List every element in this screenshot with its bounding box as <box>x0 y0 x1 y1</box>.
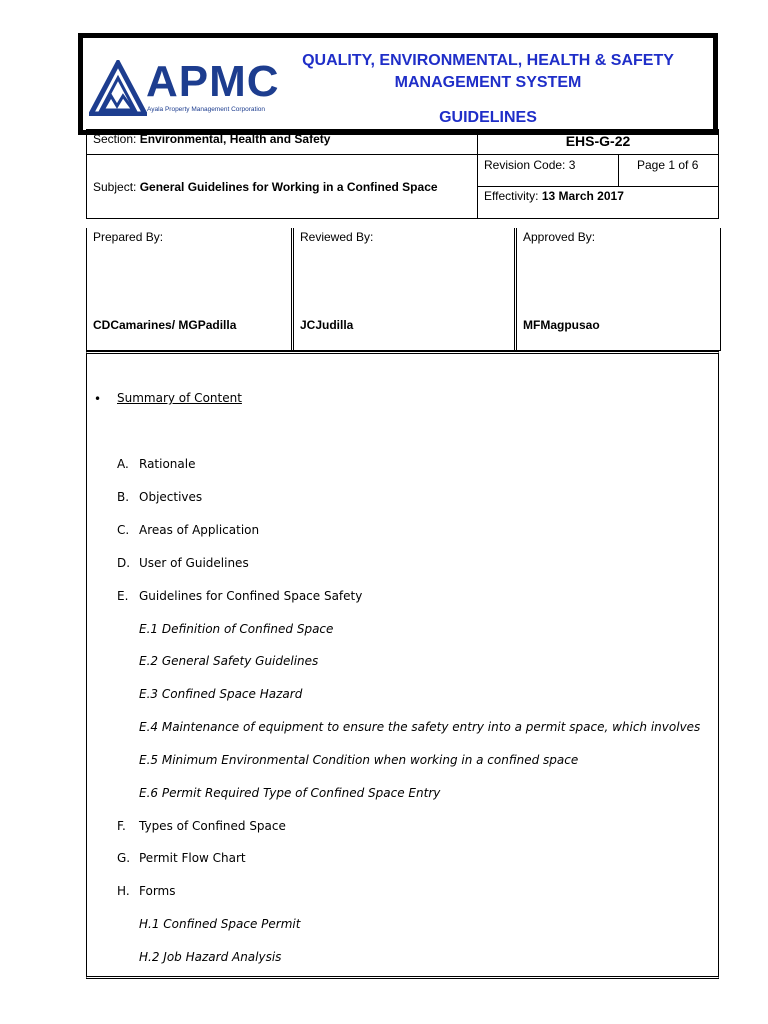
subject-label: Subject: <box>93 179 137 194</box>
list-text: Permit Flow Chart <box>139 851 246 865</box>
header-title-line1: QUALITY, ENVIRONMENTAL, HEALTH & SAFETY <box>302 52 674 69</box>
list-letter: E. <box>117 589 129 603</box>
reviewed-by-cell <box>294 228 514 350</box>
approved-by-name: MFMagpusao <box>523 318 600 332</box>
signatories-block <box>86 228 721 351</box>
document-meta-table <box>86 129 719 219</box>
sub-item-e4: E.4 Maintenance of equipment to ensure the safety entry into a permit space, which involves <box>139 720 701 734</box>
effectivity-label: Effectivity: <box>484 189 539 203</box>
document-header <box>78 33 718 135</box>
list-text: User of Guidelines <box>139 556 249 570</box>
section-label: Section: <box>93 132 137 146</box>
reviewed-by-label: Reviewed By: <box>300 230 374 244</box>
revision-code: Revision Code: 3 <box>484 158 576 172</box>
prepared-by-cell <box>87 228 294 350</box>
list-letter: F. <box>117 819 126 833</box>
sub-item-h2: H.2 Job Hazard Analysis <box>139 950 282 964</box>
bullet-icon: • <box>94 392 102 406</box>
revision-cell <box>478 155 619 187</box>
page-cell <box>619 155 719 187</box>
reviewed-by-name: JCJudilla <box>300 318 354 332</box>
list-letter: C. <box>117 523 130 537</box>
sub-item-e2: E.2 General Safety Guidelines <box>139 654 319 668</box>
header-title-line3: GUIDELINES <box>439 109 537 126</box>
approved-by-label: Approved By: <box>523 230 596 244</box>
sub-item-e5: E.5 Minimum Environmental Condition when working in a confined space <box>139 753 579 767</box>
section-cell <box>87 130 478 155</box>
subject-value: General Guidelines for Working in a Confined Space <box>139 179 438 194</box>
effectivity-value: 13 March 2017 <box>541 189 624 203</box>
page-number: Page 1 of 6 <box>637 158 699 172</box>
sub-item-h1: H.1 Confined Space Permit <box>139 917 301 931</box>
apmc-logo-mark-icon <box>89 60 147 116</box>
apmc-logo <box>89 57 289 122</box>
list-text: Objectives <box>139 490 203 504</box>
logo-subtitle: Ayala Property Management Corporation <box>147 106 266 113</box>
list-text: Rationale <box>139 457 196 471</box>
list-letter: A. <box>117 457 129 471</box>
summary-content <box>86 351 719 979</box>
section-value: Environmental, Health and Safety <box>139 132 331 146</box>
sub-item-e6: E.6 Permit Required Type of Confined Space Entry <box>139 786 441 800</box>
header-title-line2: MANAGEMENT SYSTEM <box>394 74 582 91</box>
logo-text: APMC <box>146 57 280 106</box>
list-letter: G. <box>117 851 131 865</box>
summary-title: Summary of Content <box>117 391 242 405</box>
prepared-by-label: Prepared By: <box>93 230 164 244</box>
effectivity-cell <box>478 187 719 219</box>
list-text: Forms <box>139 884 176 898</box>
list-letter: D. <box>117 556 131 570</box>
list-text: Areas of Application <box>139 523 260 537</box>
list-letter: B. <box>117 490 130 504</box>
list-text: Types of Confined Space <box>139 819 286 833</box>
subject-cell <box>87 155 478 219</box>
doc-code: EHS-G-22 <box>565 133 631 149</box>
list-text: Guidelines for Confined Space Safety <box>139 589 363 603</box>
sub-item-e1: E.1 Definition of Confined Space <box>139 622 334 636</box>
sub-item-e3: E.3 Confined Space Hazard <box>139 687 303 701</box>
doc-code-cell <box>478 130 719 155</box>
prepared-by-name: CDCamarines/ MGPadilla <box>93 318 237 332</box>
approved-by-cell <box>514 228 723 350</box>
list-letter: H. <box>117 884 130 898</box>
